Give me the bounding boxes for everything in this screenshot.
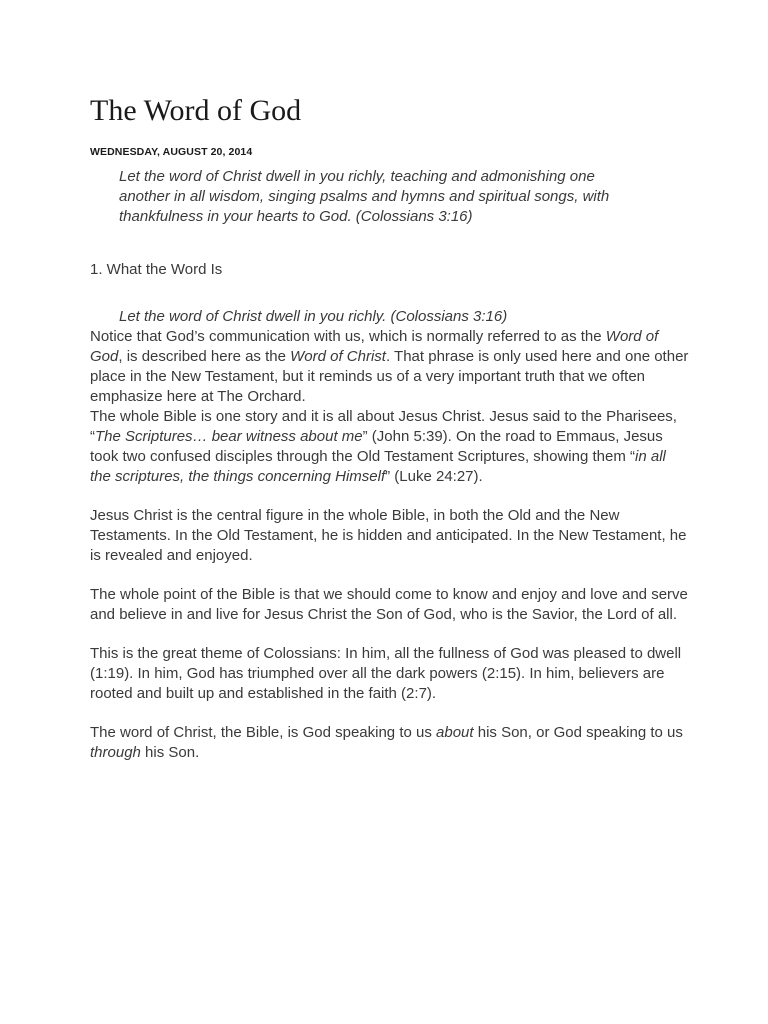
p1-text-c: , is described here as the — [118, 348, 291, 365]
p6-emphasis-through: through — [90, 744, 141, 761]
post-title: The Word of God — [90, 94, 302, 127]
p1-emphasis-word-of-god: Word of God — [90, 328, 659, 365]
p6-emphasis-about: about — [436, 724, 474, 741]
paragraph-3: Jesus Christ is the central figure in the whole Bible, in both the Old and the New Testaments. In the Old Testament, he is hidden and anticipated. In the New Testament, he is revealed and enjoyed. — [90, 507, 687, 564]
paragraph-2 — [90, 407, 690, 487]
p6-text-a: The word of Christ, the Bible, is God speaking to us — [90, 724, 437, 741]
p6-text-e: his Son. — [140, 744, 200, 761]
p6-text-c: his Son, or God speaking to us — [473, 724, 683, 741]
p2-text-c: ” (John 5:39). On the road to Emmaus, Jesus took two confused disciples through the Old Testament Scriptures, showing them “ — [90, 428, 663, 465]
paragraph-6 — [90, 723, 690, 763]
p1-text-e: . That phrase is only used here and one other place in the New Testament, but it reminds us of a very important truth that we often emphasize here at The Orchard. — [90, 348, 689, 405]
p2-text-e: ” (Luke 24:27). — [385, 468, 483, 485]
epigraph-quote: Let the word of Christ dwell in you richly, teaching and admonishing one another in all wisdom, singing psalms and hymns and spiritual songs, with thankfulness in your hearts to God. (Colossians 3:16) — [119, 168, 610, 225]
paragraph-4: The whole point of the Bible is that we should come to know and enjoy and love and serve and believe in and live for Jesus Christ the Son of God, who is the Savior, the Lord of all. — [90, 586, 688, 623]
paragraph-5: This is the great theme of Colossians: In him, all the fullness of God was pleased to dwell (1:19). In him, God has triumphed over all the dark powers (2:15). In him, believers are rooted and built up and established in the faith (2:7). — [90, 645, 682, 702]
post-date: WEDNESDAY, AUGUST 20, 2014 — [90, 146, 253, 158]
section-verse: Let the word of Christ dwell in you richly. (Colossians 3:16) — [119, 308, 508, 325]
p2-quote-luke: in all the scriptures, the things concerning Himself — [90, 448, 666, 485]
p1-emphasis-word-of-christ: Word of Christ — [290, 348, 386, 365]
p2-quote-john: The Scriptures… bear witness about me — [95, 428, 363, 445]
section-heading: 1. What the Word Is — [90, 261, 223, 278]
paragraph-1 — [90, 327, 690, 407]
document-page — [90, 92, 690, 763]
p2-text-a: The whole Bible is one story and it is all about Jesus Christ. Jesus said to the Pharisees, “ — [90, 408, 677, 445]
p1-text-a: Notice that God’s communication with us, which is normally referred to as the — [90, 328, 606, 345]
